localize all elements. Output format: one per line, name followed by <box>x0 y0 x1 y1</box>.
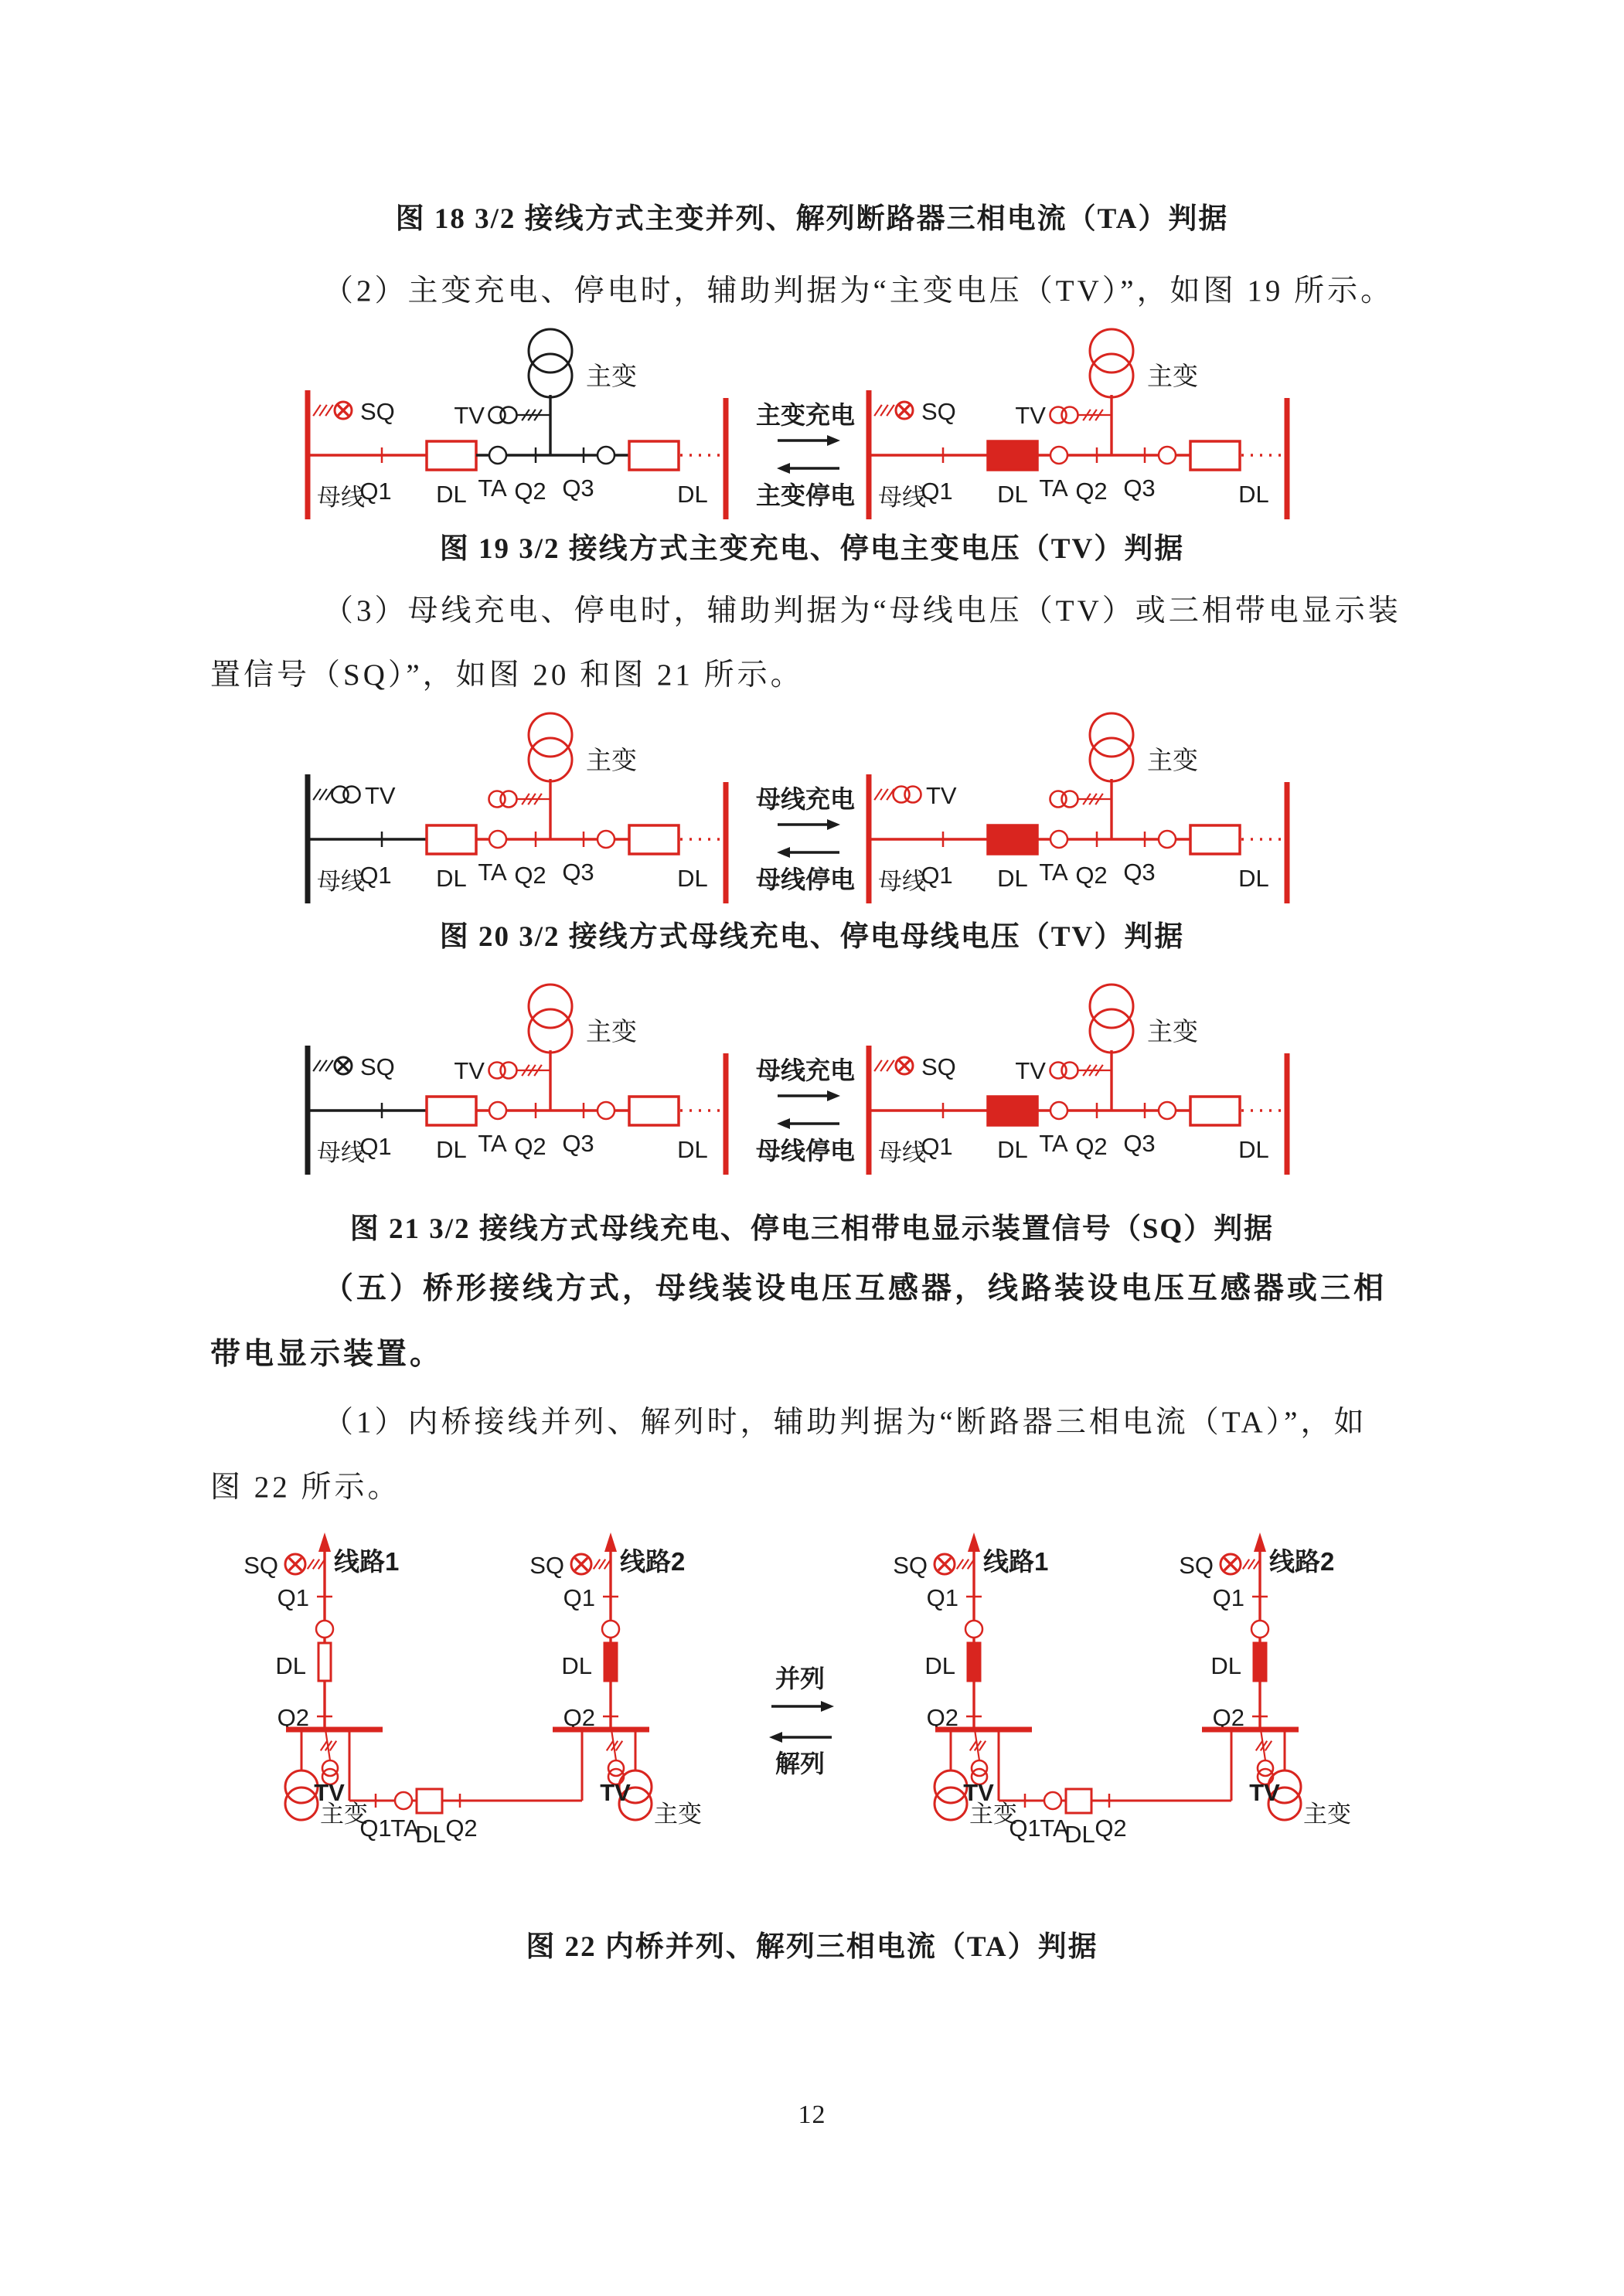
sq-label: SQ <box>529 1552 564 1579</box>
transformer-icon <box>529 329 572 372</box>
tv-label: TV <box>365 782 396 809</box>
diagram-after <box>869 713 1287 903</box>
paragraph-5-line1: （五）桥形接线方式，母线装设电压互感器，线路装设电压互感器或三相 <box>323 1272 1387 1305</box>
dl-label: DL <box>415 1821 446 1848</box>
feeder-branch <box>529 1532 702 1828</box>
arrow-left-icon <box>769 1732 782 1743</box>
paragraph-3-line2: 置信号（SQ）”，如图 20 和图 21 所示。 <box>210 658 804 692</box>
dl-breaker <box>988 1097 1037 1125</box>
dl-label: DL <box>436 865 467 892</box>
q1-label: Q1 <box>359 478 392 505</box>
dl-breaker <box>629 825 679 854</box>
busbar-label: 母线 <box>878 484 926 511</box>
transformer-label: 主变 <box>586 362 637 390</box>
q1-label: Q1 <box>563 1584 595 1611</box>
dl-label: DL <box>1238 481 1269 508</box>
dl-breaker <box>1190 1097 1240 1125</box>
flow-forward-label: 主变充电 <box>755 401 856 429</box>
q2-label: Q2 <box>1212 1704 1244 1731</box>
bridge-branch <box>999 1730 1231 1848</box>
arrow-right-icon <box>827 819 840 830</box>
ta-label: TA <box>390 1815 420 1842</box>
transformer-label: 主变 <box>586 1017 637 1046</box>
dl-breaker <box>968 1643 980 1681</box>
transformer-icon <box>1090 738 1133 781</box>
ta-ct-icon <box>1050 447 1067 464</box>
sq-label: SQ <box>893 1552 928 1579</box>
dl-label: DL <box>275 1652 306 1679</box>
paragraph-1-line2: 图 22 所示。 <box>210 1471 401 1504</box>
q2-label: Q2 <box>514 1133 546 1160</box>
paragraph-5-line2: 带电显示装置。 <box>210 1338 444 1371</box>
figure19-caption: 图 19 3/2 接线方式主变充电、停电主变电压（TV）判据 <box>439 533 1185 565</box>
dl-label: DL <box>436 1136 467 1163</box>
flow-forward-label: 母线充电 <box>755 1056 856 1084</box>
sq-label: SQ <box>360 398 395 425</box>
q3-label: Q3 <box>1123 859 1156 886</box>
ta-ct-icon <box>598 1102 615 1119</box>
tv-winding-icon <box>905 787 921 803</box>
dl-breaker <box>1190 441 1240 470</box>
ta-ct-icon <box>1159 447 1176 464</box>
q1-label: Q1 <box>359 862 392 889</box>
tv-label: TV <box>1249 1779 1280 1806</box>
q1-label: Q1 <box>921 1133 953 1160</box>
flow-backward-label: 解列 <box>775 1750 826 1777</box>
arrow-left-icon <box>777 1118 790 1129</box>
ta-label: TA <box>1040 1815 1069 1842</box>
figure21-caption: 图 21 3/2 接线方式母线充电、停电三相带电显示装置信号（SQ）判据 <box>349 1213 1275 1245</box>
arrow-right-icon <box>827 435 840 446</box>
dl-label: DL <box>997 481 1028 508</box>
q1-label: Q1 <box>1212 1584 1244 1611</box>
sq-label: SQ <box>243 1552 278 1579</box>
q3-label: Q3 <box>1123 1130 1156 1157</box>
tv-winding-icon <box>501 1063 517 1079</box>
q1-label: Q1 <box>277 1584 309 1611</box>
q2-label: Q2 <box>445 1815 478 1842</box>
ta-label: TA <box>478 1130 507 1157</box>
dl-label: DL <box>677 865 708 892</box>
q1-label: Q1 <box>359 1815 392 1842</box>
paragraph-2: （2）主变充电、停电时，辅助判据为“主变电压（TV）”，如图 19 所示。 <box>323 274 1394 308</box>
dl-breaker <box>629 1097 679 1125</box>
flow-backward-label: 主变停电 <box>755 481 856 509</box>
transformer-label: 主变 <box>1147 1017 1198 1046</box>
tv-winding-icon <box>1062 1063 1078 1079</box>
q3-label: Q3 <box>562 475 594 502</box>
dl-breaker <box>604 1643 617 1681</box>
line-name-label: 线路1 <box>334 1547 400 1576</box>
sq-label: SQ <box>921 398 956 425</box>
q2-label: Q2 <box>1095 1815 1127 1842</box>
tv-label: TV <box>926 782 957 809</box>
tv-label: TV <box>1015 402 1046 429</box>
paragraph-3-line1: （3）母线充电、停电时，辅助判据为“母线电压（TV）或三相带电显示装 <box>323 594 1401 628</box>
q1-label: Q1 <box>1009 1815 1041 1842</box>
dl-breaker <box>629 441 679 470</box>
q3-label: Q3 <box>1123 475 1156 502</box>
dl-label: DL <box>924 1652 955 1679</box>
bridge-branch <box>349 1730 582 1848</box>
q1-label: Q1 <box>921 862 953 889</box>
sq-label: SQ <box>1179 1552 1214 1579</box>
ta-ct-icon <box>965 1621 982 1638</box>
tv-label: TV <box>454 1057 485 1084</box>
figure21-diagram <box>294 980 1330 1189</box>
transformer-label: 主变 <box>586 746 637 774</box>
q3-label: Q3 <box>562 859 594 886</box>
flow-backward-label: 母线停电 <box>755 866 856 893</box>
transformer-icon <box>1090 1009 1133 1053</box>
feeder-branch <box>243 1532 399 1828</box>
q2-label: Q2 <box>1075 478 1108 505</box>
ta-ct-icon <box>598 447 615 464</box>
ta-ct-icon <box>395 1792 412 1809</box>
tv-label: TV <box>1015 1057 1046 1084</box>
dl-label: DL <box>1238 1136 1269 1163</box>
diagram-after <box>869 985 1287 1175</box>
ta-ct-icon <box>489 1102 506 1119</box>
transformer-icon <box>1090 329 1133 372</box>
arrow-right-icon <box>827 1090 840 1101</box>
dl-label: DL <box>1238 865 1269 892</box>
diagram-before <box>308 713 726 903</box>
dl-breaker <box>417 1789 442 1813</box>
figure20-diagram <box>294 709 1330 918</box>
ta-label: TA <box>478 859 507 886</box>
tv-winding-icon <box>1062 407 1078 423</box>
dl-breaker <box>1190 825 1240 854</box>
transformer-label: 主变 <box>654 1801 702 1828</box>
dl-breaker <box>427 825 476 854</box>
ta-label: TA <box>478 475 507 502</box>
q2-label: Q2 <box>1075 862 1108 889</box>
q2-label: Q2 <box>514 862 546 889</box>
arrow-up-icon <box>318 1532 331 1552</box>
tv-label: TV <box>963 1779 994 1806</box>
ta-ct-icon <box>1251 1621 1268 1638</box>
figure22-diagram <box>131 1529 1492 1865</box>
q2-label: Q2 <box>1075 1133 1108 1160</box>
ta-ct-icon <box>489 831 506 848</box>
q2-label: Q2 <box>926 1704 958 1731</box>
arrow-right-icon <box>821 1701 834 1712</box>
dl-label: DL <box>1064 1821 1095 1848</box>
flow-forward-label: 母线充电 <box>755 785 856 813</box>
arrow-left-icon <box>777 847 790 858</box>
ta-ct-icon <box>1159 831 1176 848</box>
ta-ct-icon <box>598 831 615 848</box>
dl-label: DL <box>1210 1652 1241 1679</box>
dl-breaker <box>1066 1789 1091 1813</box>
transformer-label: 主变 <box>1147 746 1198 774</box>
line-name-label: 线路1 <box>983 1547 1049 1576</box>
feeder-branch <box>893 1532 1048 1828</box>
dl-breaker <box>988 441 1037 470</box>
dl-label: DL <box>997 1136 1028 1163</box>
ta-ct-icon <box>316 1621 333 1638</box>
ta-ct-icon <box>1159 1102 1176 1119</box>
transformer-icon <box>1090 985 1133 1028</box>
ta-label: TA <box>1039 1130 1068 1157</box>
transformer-label: 主变 <box>969 1801 1017 1828</box>
transformer-icon <box>529 354 572 397</box>
tv-label: TV <box>314 1779 345 1806</box>
line-name-label: 线路2 <box>1269 1547 1335 1576</box>
dl-label: DL <box>677 481 708 508</box>
paragraph-1-line1: （1）内桥接线并列、解列时，辅助判据为“断路器三相电流（TA）”，如 <box>323 1406 1367 1439</box>
busbar-label: 母线 <box>317 868 365 895</box>
diagram-before <box>308 329 726 519</box>
arrow-up-icon <box>604 1532 617 1552</box>
line-name-label: 线路2 <box>620 1547 686 1576</box>
sq-label: SQ <box>360 1053 395 1080</box>
transformer-label: 主变 <box>320 1801 368 1828</box>
page-number: 12 <box>798 2100 826 2129</box>
transformer-icon <box>1090 354 1133 397</box>
q3-label: Q3 <box>562 1130 594 1157</box>
dl-label: DL <box>677 1136 708 1163</box>
transformer-icon <box>529 1009 572 1053</box>
figure20-caption: 图 20 3/2 接线方式母线充电、停电母线电压（TV）判据 <box>439 921 1185 953</box>
tv-label: TV <box>454 402 485 429</box>
busbar-label: 母线 <box>878 1139 926 1166</box>
dl-breaker <box>988 825 1037 854</box>
ta-ct-icon <box>489 447 506 464</box>
q1-label: Q1 <box>921 478 953 505</box>
transformer-icon <box>1090 713 1133 757</box>
ta-label: TA <box>1039 475 1068 502</box>
diagram-before <box>308 985 726 1175</box>
tv-winding-icon <box>501 791 517 808</box>
busbar-label: 母线 <box>317 484 365 511</box>
transformer-label: 主变 <box>1303 1801 1351 1828</box>
q1-label: Q1 <box>359 1133 392 1160</box>
busbar-label: 母线 <box>317 1139 365 1166</box>
figure19-diagram <box>294 325 1330 534</box>
ta-ct-icon <box>1050 831 1067 848</box>
dl-label: DL <box>436 481 467 508</box>
q2-label: Q2 <box>277 1704 309 1731</box>
flow-forward-label: 并列 <box>775 1665 826 1692</box>
flow-backward-label: 母线停电 <box>755 1137 856 1165</box>
arrow-up-icon <box>1254 1532 1266 1552</box>
ta-ct-icon <box>1044 1792 1061 1809</box>
arrow-left-icon <box>777 463 790 474</box>
figure22-caption: 图 22 内桥并列、解列三相电流（TA）判据 <box>526 1931 1098 1963</box>
dl-label: DL <box>561 1652 592 1679</box>
dl-breaker <box>1254 1643 1266 1681</box>
transformer-label: 主变 <box>1147 362 1198 390</box>
busbar-label: 母线 <box>878 868 926 895</box>
ta-ct-icon <box>1050 1102 1067 1119</box>
sq-label: SQ <box>921 1053 956 1080</box>
q2-label: Q2 <box>563 1704 595 1731</box>
ta-label: TA <box>1039 859 1068 886</box>
ta-ct-icon <box>602 1621 619 1638</box>
transformer-icon <box>529 985 572 1028</box>
tv-winding-icon <box>1062 791 1078 808</box>
transformer-icon <box>529 738 572 781</box>
tv-winding-icon <box>344 787 360 803</box>
dl-breaker <box>318 1643 331 1681</box>
q1-label: Q1 <box>926 1584 958 1611</box>
dl-breaker <box>427 441 476 470</box>
transformer-icon <box>529 713 572 757</box>
dl-breaker <box>427 1097 476 1125</box>
figure18-caption: 图 18 3/2 接线方式主变并列、解列断路器三相电流（TA）判据 <box>395 203 1229 235</box>
dl-label: DL <box>997 865 1028 892</box>
arrow-up-icon <box>968 1532 980 1552</box>
tv-label: TV <box>600 1779 631 1806</box>
diagram-after <box>869 329 1287 519</box>
q2-label: Q2 <box>514 478 546 505</box>
feeder-branch <box>1179 1532 1351 1828</box>
tv-winding-icon <box>501 407 517 423</box>
